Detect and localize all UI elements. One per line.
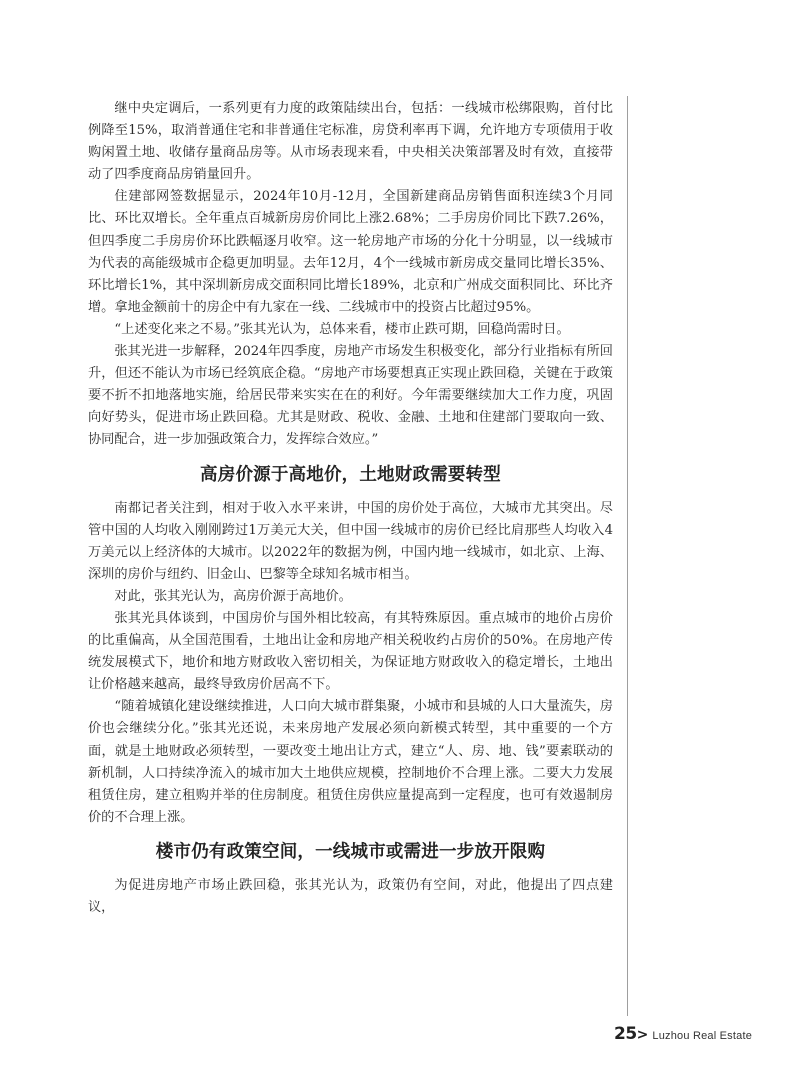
page-arrow-icon: > <box>636 1027 649 1043</box>
paragraph: 住建部网签数据显示，2024年10月-12月，全国新建商品房销售面积连续3个月同比、环比双增长。全年重点百城新房房价同比上涨2.68%；二手房房价同比下跌7.26%，但四季度二手房房价环比跌幅逐月收窄。这一轮房地产市场的分化十分明显，以一线城市为代表的高能级城市企稳更加明显。去年12月，4个一线城市新房成交量同比增长35%、环比增长1%，其中深圳新房成交面积同比增长189%，北京和广州成交面积同比、环比齐增。拿地金额前十的房企中有九家在一线、二线城市中的投资占比超过95%。 <box>88 189 613 315</box>
page-number: 25 <box>614 1024 637 1044</box>
paragraph: “随着城镇化建设继续推进，人口向大城市群集聚，小城市和县城的人口大量流失，房价也会继续分化。”张其光还说，未来房地产发展必须向新模式转型，其中重要的一个方面，就是土地财政必须转型，一要改变土地出让方式，建立“人、房、地、钱”要素联动的新机制，人口持续净流入的城市加大土地供应规模，控制地价不合理上涨。二要大力发展租赁住房，建立租购并举的住房制度。租赁住房供应量提高到一定程度，也可有效遏制房价的不合理上涨。 <box>88 699 613 825</box>
paragraph: “上述变化来之不易。”张其光认为，总体来看，楼市止跌可期，回稳尚需时日。 <box>114 321 570 337</box>
page-footer <box>614 1024 752 1048</box>
paragraph: 南都记者关注到，相对于收入水平来讲，中国的房价处于高位，大城市尤其突出。尽管中国的人均收入刚刚跨过1万美元大关，但中国一线城市的房价已经比肩那些人均收入4万美元以上经济体的大城市。以2022年的数据为例，中国内地一线城市，如北京、上海、深圳的房价与纽约、旧金山、巴黎等全球知名城市相当。 <box>88 500 613 582</box>
article-body <box>88 98 613 919</box>
paragraph: 继中央定调后，一系列更有力度的政策陆续出台，包括：一线城市松绑限购，首付比例降至15%，取消普通住宅和非普通住宅标准，房贷利率再下调，允许地方专项债用于收购闲置土地、收储存量商品房等。从市场表现来看，中央相关决策部署及时有效，直接带动了四季度商品房销量回升。 <box>88 101 613 183</box>
paragraph: 张其光进一步解释，2024年四季度，房地产市场发生积极变化，部分行业指标有所回升，但还不能认为市场已经筑底企稳。“房地产市场要想真正实现止跌回稳，关键在于政策要不折不扣地落地实施，给居民带来实实在在的利好。今年需要继续加大工作力度，巩固向好势头，促进市场止跌回稳。尤其是财政、税收、金融、土地和住建部门要取向一致、协同配合，进一步加强政策合力，发挥综合效应。” <box>88 344 613 448</box>
section-heading: 楼市仍有政策空间，一线城市或需进一步放开限购 <box>155 841 546 862</box>
paragraph: 对此，张其光认为，高房价源于高地价。 <box>114 588 352 604</box>
paragraph: 张其光具体谈到，中国房价与国外相比较高，有其特殊原因。重点城市的地价占房价的比重偏高，从全国范围看，土地出让金和房地产相关税收约占房价的50%。在房地产传统发展模式下，地价和地方财政收入密切相关，为保证地方财政收入的稳定增长，土地出让价格越来越高，最终导致房价居高不下。 <box>88 610 613 693</box>
paragraph: 为促进房地产市场止跌回稳，张其光认为，政策仍有空间，对此，他提出了四点建议， <box>88 877 613 915</box>
magazine-name: Luzhou Real Estate <box>652 1030 753 1042</box>
vertical-divider <box>627 96 628 1016</box>
section-heading: 高房价源于高地价，土地财政需要转型 <box>200 464 501 485</box>
